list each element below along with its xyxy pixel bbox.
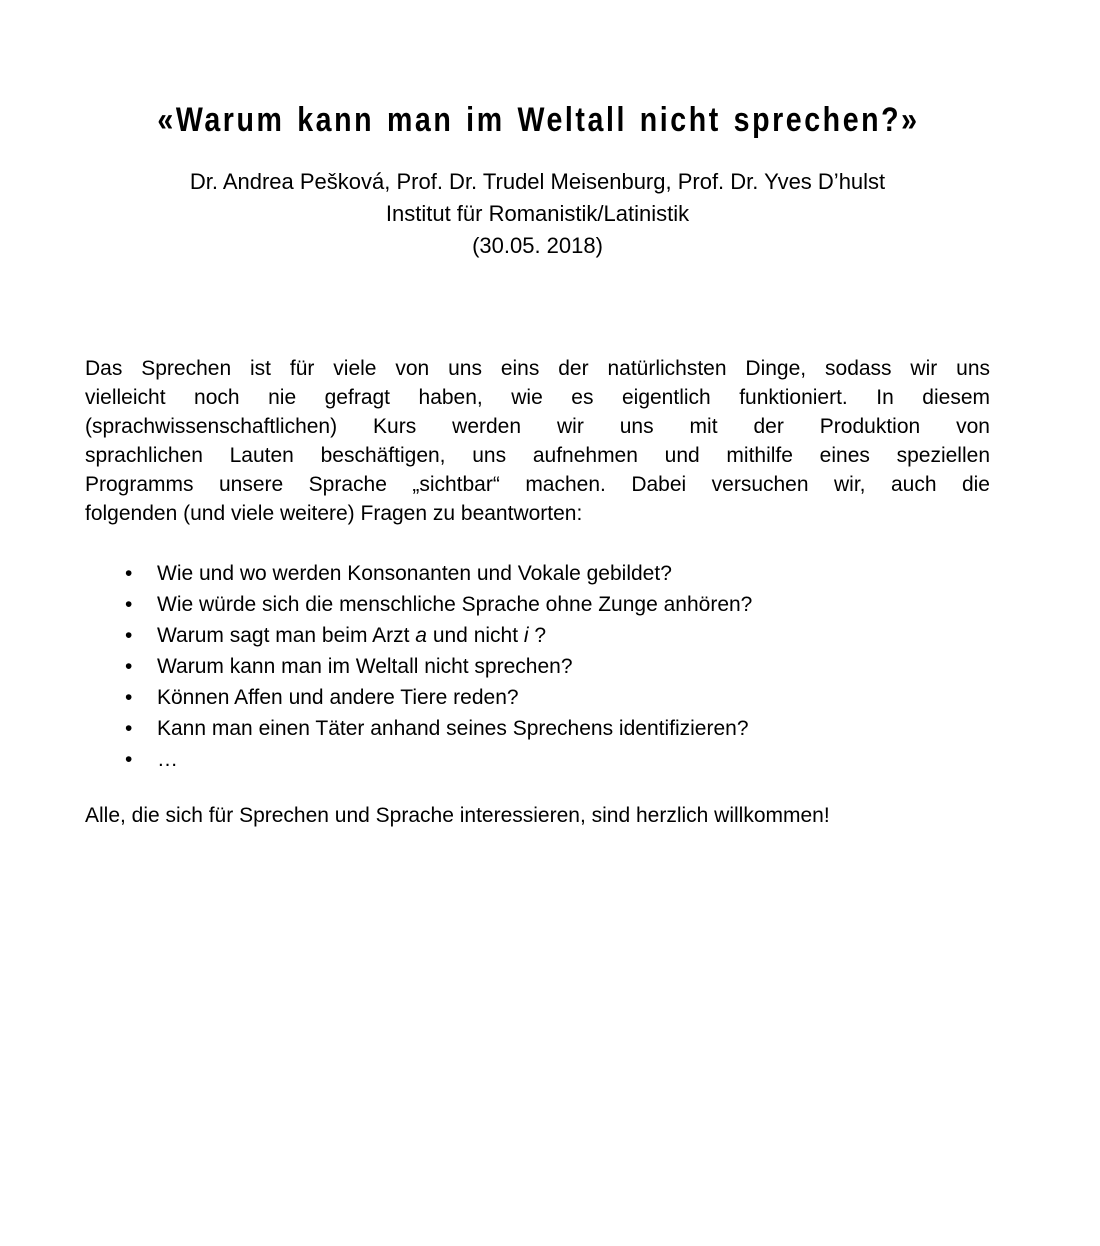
paragraph-line: Programms unsere Sprache „sichtbar“ machen. Dabei versuchen wir, auch die [85, 473, 990, 496]
bullet-item [85, 589, 990, 620]
bullet-icon: • [125, 748, 133, 771]
bullet-icon: • [125, 593, 133, 616]
date-line: (30.05. 2018) [472, 233, 603, 258]
bullet-item [85, 713, 990, 744]
bullet-icon: • [125, 624, 133, 647]
bullet-item [85, 558, 990, 589]
bullet-item [85, 744, 990, 775]
intro-paragraph [85, 354, 990, 528]
bullet-icon: • [125, 562, 133, 585]
bullet-text: Warum kann man im Weltall nicht sprechen? [157, 655, 573, 678]
bullet-text: … [157, 748, 178, 771]
paragraph-line: (sprachwissenschaftlichen) Kurs werden wir uns mit der Produktion von [85, 415, 990, 438]
bullet-icon: • [125, 655, 133, 678]
bullet-text: Warum sagt man beim Arzt a und nicht i ? [157, 624, 547, 647]
bullet-item [85, 651, 990, 682]
bullet-item [85, 620, 990, 651]
closing-line: Alle, die sich für Sprechen und Sprache interessieren, sind herzlich willkommen! [85, 804, 830, 827]
authors-line: Dr. Andrea Pešková, Prof. Dr. Trudel Meisenburg, Prof. Dr. Yves D’hulst [189, 169, 886, 194]
bullet-icon: • [125, 717, 133, 740]
paragraph-line: vielleicht noch nie gefragt haben, wie es eigentlich funktioniert. In diesem [85, 386, 990, 409]
bullet-text: Wie und wo werden Konsonanten und Vokale gebildet? [157, 562, 672, 585]
bullet-text: Kann man einen Täter anhand seines Sprechens identifizieren? [157, 717, 749, 740]
bullet-text: Können Affen und andere Tiere reden? [157, 686, 519, 709]
paragraph-line: folgenden (und viele weitere) Fragen zu beantworten: [85, 502, 583, 525]
document-content [85, 0, 990, 830]
bullet-item [85, 682, 990, 713]
document-title: «Warum kann man im Weltall nicht sprechen?» [157, 101, 920, 139]
paragraph-line: Das Sprechen ist für viele von uns eins der natürlichsten Dinge, sodass wir uns [85, 357, 990, 380]
bullet-list [85, 558, 990, 775]
paragraph-line: sprachlichen Lauten beschäftigen, uns aufnehmen und mithilfe eines speziellen [85, 444, 990, 467]
bullet-icon: • [125, 686, 133, 709]
bullet-text: Wie würde sich die menschliche Sprache ohne Zunge anhören? [157, 593, 753, 616]
institute-line: Institut für Romanistik/Latinistik [385, 201, 690, 226]
document-header [85, 100, 990, 262]
